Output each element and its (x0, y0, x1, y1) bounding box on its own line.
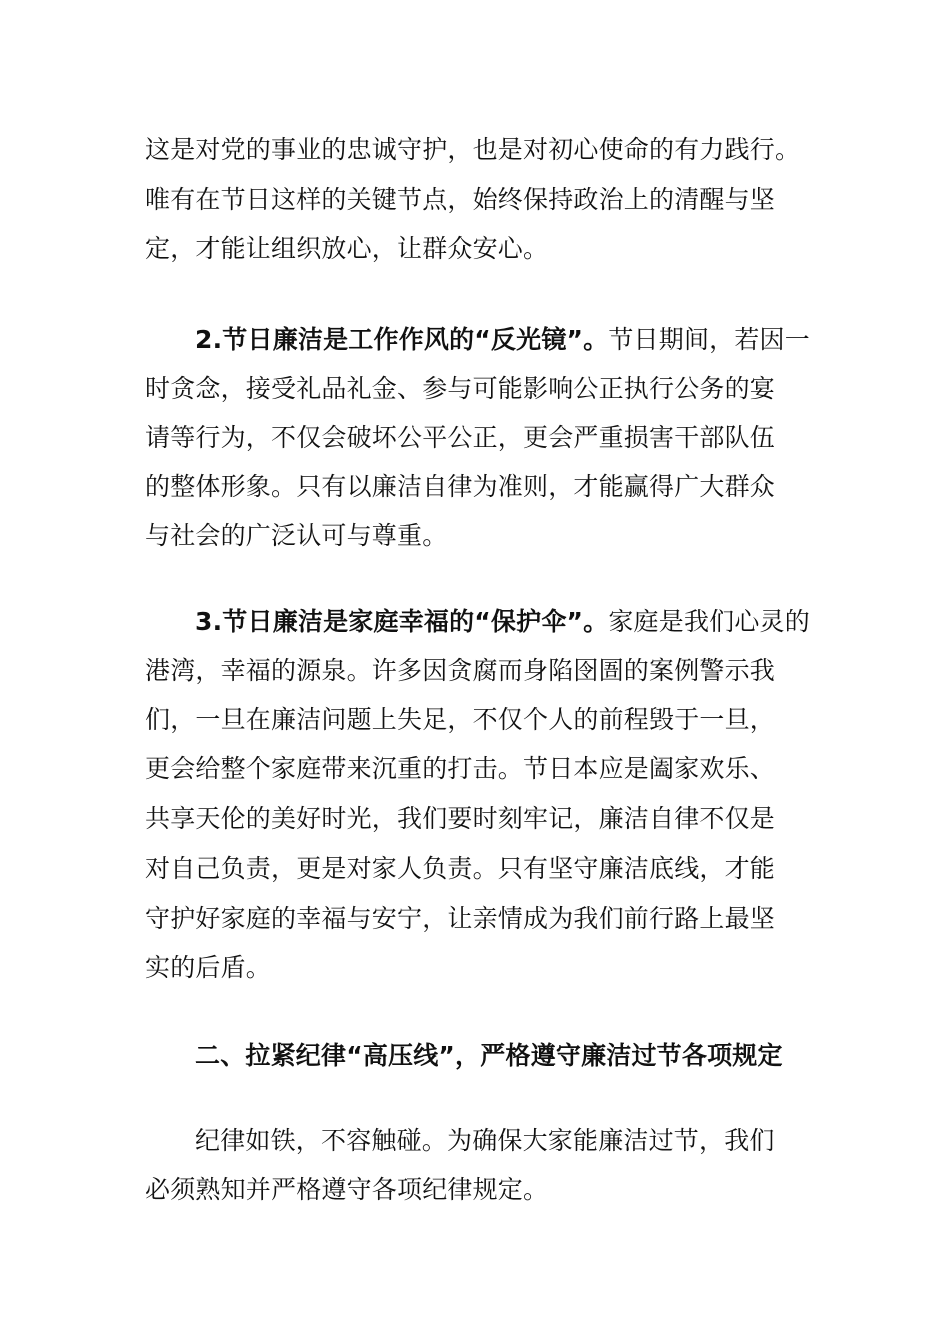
paragraph-3-line-4: 更会给整个家庭带来沉重的打击。节日本应是阖家欢乐、 (145, 754, 776, 783)
paragraph-2-line-1 (195, 323, 810, 357)
section-heading: 二、拉紧纪律“高压线”，严格遵守廉洁过节各项规定 (195, 1041, 783, 1070)
paragraph-2-heading: 2.节日廉洁是工作作风的“反光镜”。 (195, 325, 609, 354)
paragraph-4-line-1: 纪律如铁，不容触碰。为确保大家能廉洁过节，我们 (195, 1126, 775, 1155)
paragraph-3-line-3: 们，一旦在廉洁问题上失足，不仅个人的前程毁于一旦， (145, 705, 776, 734)
paragraph-2-first-line-text: 节日期间，若因一 (608, 325, 810, 354)
paragraph-2-line-4: 的整体形象。只有以廉洁自律为准则，才能赢得广大群众 (145, 472, 776, 501)
paragraph-4-line-2: 必须熟知并严格遵守各项纪律规定。 (145, 1175, 549, 1204)
paragraph-1-line-1: 这是对党的事业的忠诚守护，也是对初心使命的有力践行。 (145, 135, 801, 164)
paragraph-2-line-3: 请等行为，不仅会破坏公平公正，更会严重损害干部队伍 (145, 423, 776, 452)
paragraph-3-line-6: 对自己负责，更是对家人负责。只有坚守廉洁底线，才能 (145, 854, 776, 883)
paragraph-3-heading: 3.节日廉洁是家庭幸福的“保护伞”。 (195, 607, 609, 636)
paragraph-1-line-3: 定，才能让组织放心，让群众安心。 (145, 234, 549, 263)
paragraph-3-line-7: 守护好家庭的幸福与安宁，让亲情成为我们前行路上最坚 (145, 904, 776, 933)
paragraph-2-line-5: 与社会的广泛认可与尊重。 (145, 521, 448, 550)
paragraph-3-line-2: 港湾，幸福的源泉。许多因贪腐而身陷囹圄的案例警示我 (145, 656, 776, 685)
paragraph-1-line-2: 唯有在节日这样的关键节点，始终保持政治上的清醒与坚 (145, 185, 776, 214)
paragraph-3-first-line-text: 家庭是我们心灵的 (608, 607, 810, 636)
paragraph-3-line-5: 共享天伦的美好时光，我们要时刻牢记，廉洁自律不仅是 (145, 804, 776, 833)
paragraph-3-line-8: 实的后盾。 (145, 953, 272, 982)
paragraph-2-line-2: 时贪念，接受礼品礼金、参与可能影响公正执行公务的宴 (145, 374, 776, 403)
paragraph-3-line-1 (195, 605, 810, 639)
